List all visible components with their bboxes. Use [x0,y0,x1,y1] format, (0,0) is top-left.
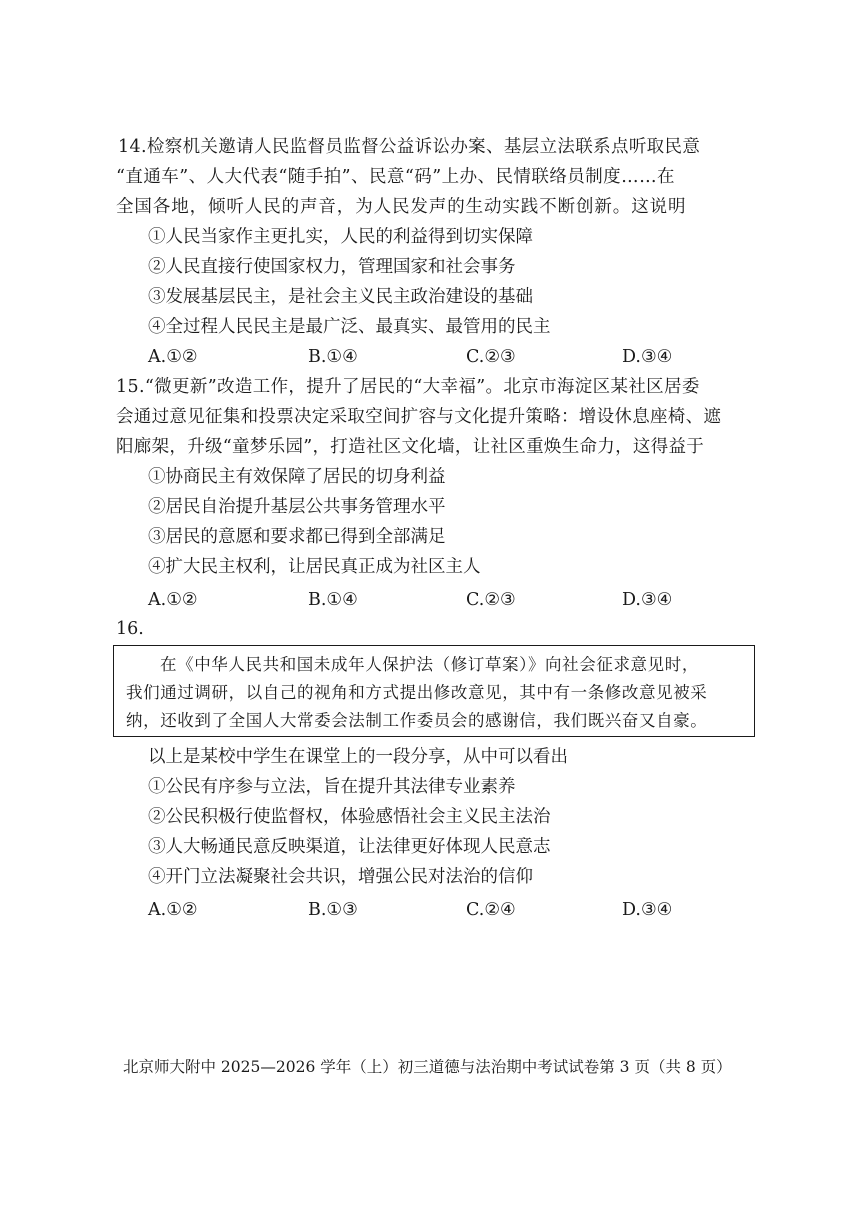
q16-option-d: D.③④ [622,900,673,920]
q15-option-d: D.③④ [622,590,673,610]
q15-option-a: A.①② [148,590,198,610]
q14-stem-line-2: “直通车”、人大代表“随手拍”、民意“码”上办、民情联络员制度……在 [116,167,675,187]
q16-material-line-2: 我们通过调研，以自己的视角和方式提出修改意见，其中有一条修改意见被采 [126,683,708,702]
q15-option-c: C.②③ [466,590,516,610]
q15-option-b: B.①④ [308,590,358,610]
q16-statement-2: ②公民积极行使监督权，体验感悟社会主义民主法治 [148,807,551,827]
q15-statement-4: ④扩大民主权利，让居民真正成为社区主人 [148,557,481,577]
q15-statement-2: ②居民自治提升基层公共事务管理水平 [148,497,446,517]
page-footer: 北京师大附中 2025—2026 学年（上）初三道德与法治期中考试试卷第 3 页（共 8 页） [123,1058,732,1076]
q14-stem-line-3: 全国各地，倾听人民的声音，为人民发声的生动实践不断创新。这说明 [116,197,687,217]
q15-statement-1: ①协商民主有效保障了居民的切身利益 [148,467,446,487]
q16-statement-4: ④开门立法凝聚社会共识，增强公民对法治的信仰 [148,867,533,887]
q14-statement-2: ②人民直接行使国家权力，管理国家和社会事务 [148,257,516,277]
q14-statement-4: ④全过程人民民主是最广泛、最真实、最管用的民主 [148,317,551,337]
q15-statement-3: ③居民的意愿和要求都已得到全部满足 [148,527,446,547]
q16-option-c: C.②④ [466,900,516,920]
q14-option-a: A.①② [148,347,198,367]
q15-stem-line-1: 15.“微更新”改造工作，提升了居民的“大幸福”。北京市海淀区某社区居委 [116,377,700,397]
q14-stem-line-1: 14.检察机关邀请人民监督员监督公益诉讼办案、基层立法联系点听取民意 [118,137,701,157]
q15-stem-line-3: 阳廊架，升级“童梦乐园”，打造社区文化墙，让社区重焕生命力，这得益于 [116,437,705,457]
q16-option-b: B.①③ [308,900,358,920]
q16-statement-3: ③人大畅通民意反映渠道，让法律更好体现人民意志 [148,837,551,857]
q14-statement-3: ③发展基层民主，是社会主义民主政治建设的基础 [148,287,533,307]
q14-option-c: C.②③ [466,347,516,367]
q16-stem: 以上是某校中学生在课堂上的一段分享，从中可以看出 [148,747,568,767]
q14-statement-1: ①人民当家作主更扎实，人民的利益得到切实保障 [148,227,533,247]
q14-option-b: B.①④ [308,347,358,367]
q14-option-d: D.③④ [622,347,673,367]
q16-number: 16. [116,619,144,639]
q16-material-line-3: 纳，还收到了全国人大常委会法制工作委员会的感谢信，我们既兴奋又自豪。 [126,711,708,730]
q16-statement-1: ①公民有序参与立法，旨在提升其法律专业素养 [148,777,516,797]
q15-stem-line-2: 会通过意见征集和投票决定采取空间扩容与文化提升策略：增设休息座椅、遮 [116,407,722,427]
q16-option-a: A.①② [148,900,198,920]
q16-material-line-1: 在《中华人民共和国未成年人保护法（修订草案）》向社会征求意见时， [160,655,699,674]
q16-material-box [113,645,755,737]
